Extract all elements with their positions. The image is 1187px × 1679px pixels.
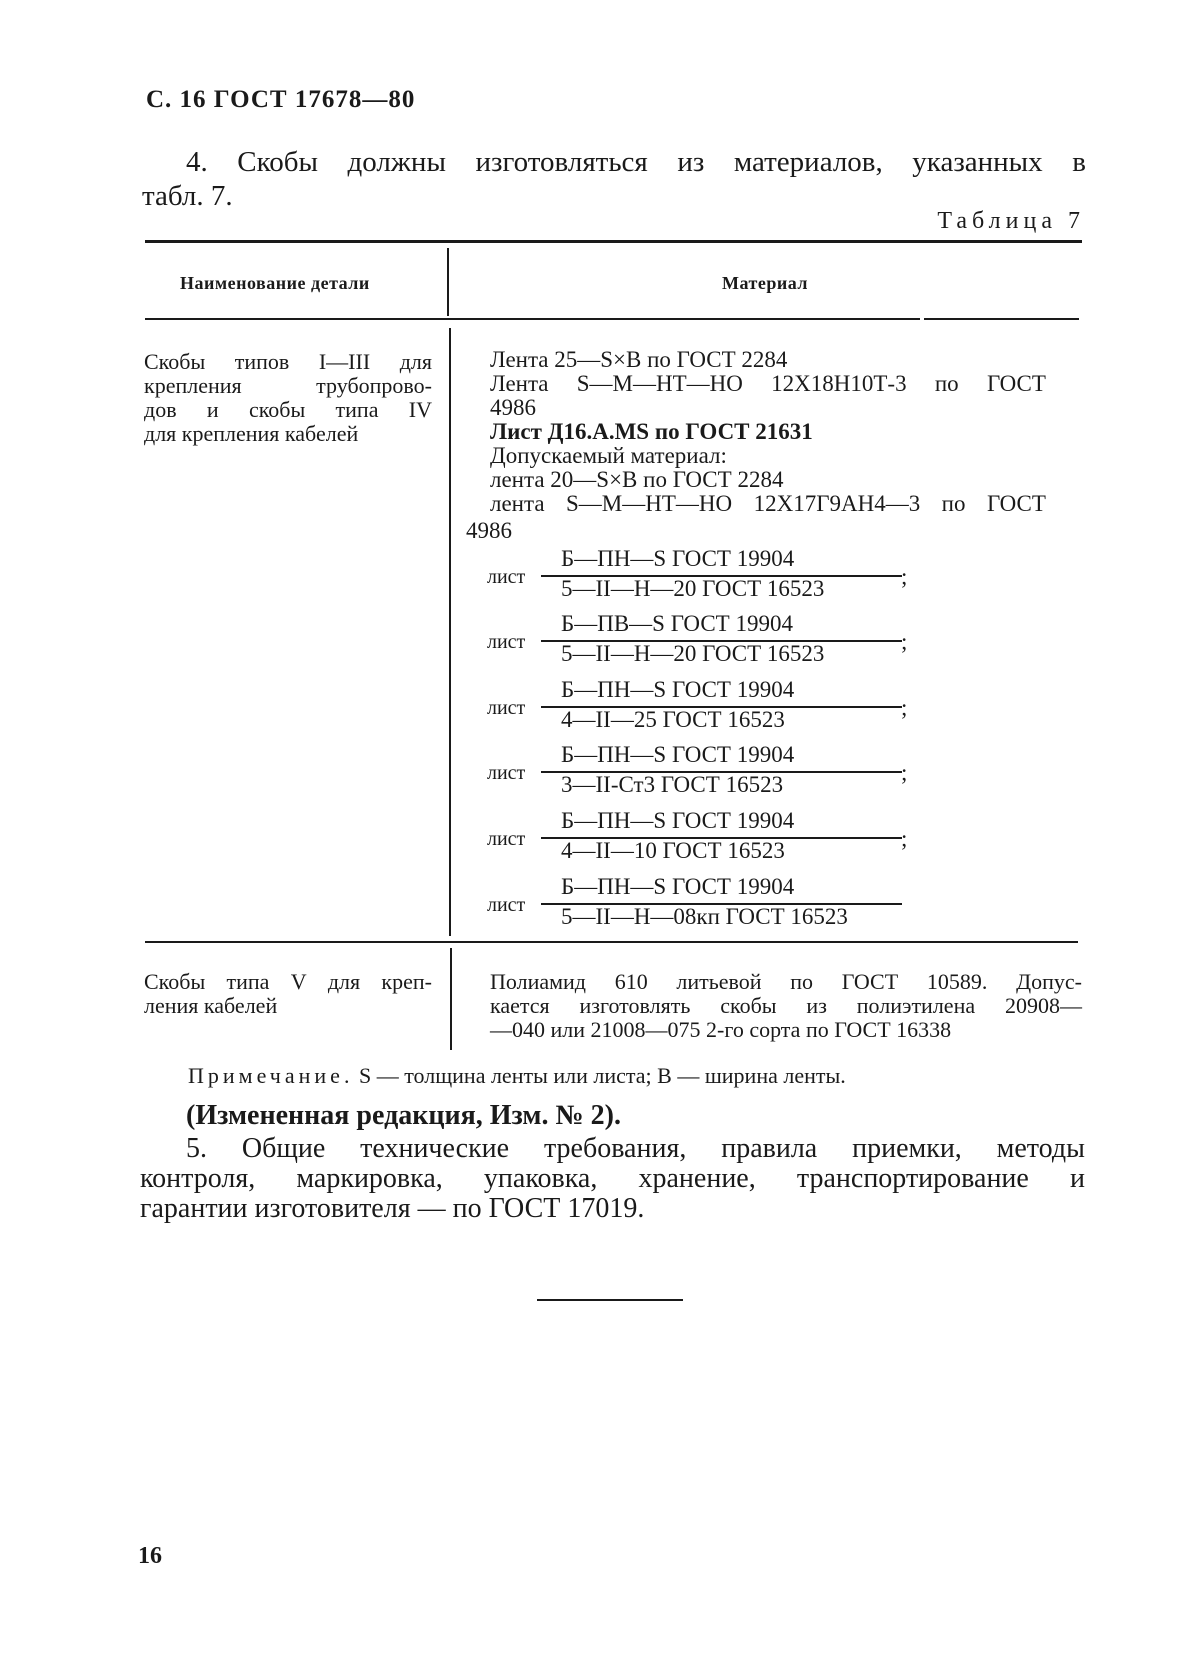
- sheet-spec: [487, 866, 1047, 930]
- sheet-label: лист: [487, 762, 526, 784]
- word: правила: [721, 1133, 818, 1164]
- sheet-denominator: 4—II—25 ГОСТ 16523: [561, 707, 785, 732]
- word: должны: [347, 146, 446, 178]
- word: по: [934, 371, 959, 396]
- material-line: Допускаемый материал:: [490, 443, 727, 468]
- word: транспортирование: [796, 1163, 1029, 1194]
- word: 12Х17Г9АН4—3: [753, 491, 921, 516]
- word: из: [677, 146, 705, 178]
- material-line: Лента 25—S×B по ГОСТ 2284: [490, 347, 788, 372]
- column-header-material: Материал: [722, 273, 808, 293]
- sheet-spec: [487, 669, 1047, 733]
- sheet-denominator: 5—II—Н—08кп ГОСТ 16523: [561, 904, 848, 929]
- material-line: [490, 372, 1046, 396]
- sheet-spec: [487, 800, 1047, 864]
- note-label: Примечание.: [188, 1063, 354, 1088]
- sheet-label: лист: [487, 894, 526, 916]
- word: лента: [490, 491, 545, 516]
- word: Скобы: [144, 349, 206, 374]
- page-header: С. 16 ГОСТ 17678—80: [146, 86, 416, 113]
- table-row-separator: [145, 941, 1078, 943]
- text-line: [144, 350, 432, 374]
- word: 4.: [186, 146, 208, 178]
- row1-material: [490, 348, 1046, 516]
- sheet-spec: [487, 538, 1047, 602]
- material-line: 4986: [490, 395, 536, 420]
- word: технические: [360, 1133, 510, 1164]
- word: Скобы: [237, 146, 318, 178]
- sheet-numerator: Б—ПВ—S ГОСТ 19904: [561, 611, 793, 636]
- word: требования,: [543, 1133, 687, 1164]
- sheet-label: лист: [487, 566, 526, 588]
- word: маркировка,: [296, 1163, 443, 1194]
- column-header-part: Наименование детали: [180, 273, 370, 293]
- sheet-label: лист: [487, 697, 526, 719]
- word: V: [290, 969, 307, 994]
- word: приемки,: [852, 1133, 962, 1164]
- word: дов: [144, 397, 177, 422]
- sheet-spec: [487, 734, 1047, 798]
- table-note: [188, 1063, 846, 1089]
- sheet-numerator: Б—ПН—S ГОСТ 19904: [561, 742, 795, 767]
- table-row1-divider: [449, 328, 451, 936]
- word: Полиамид: [490, 969, 587, 994]
- word: ГОСТ: [841, 969, 899, 994]
- note-text: S — толщина ленты или листа; B — ширина ленты.: [358, 1063, 846, 1088]
- table-header-rule-right: [924, 318, 1079, 320]
- text-line: для крепления кабелей: [144, 421, 359, 446]
- word: изготовлять: [579, 993, 691, 1018]
- material-line: [490, 492, 1046, 516]
- word: Лента: [490, 371, 549, 396]
- revision-note: (Измененная редакция, Изм. № 2).: [186, 1100, 621, 1131]
- row2-material: [490, 970, 1082, 1042]
- sheet-spec: [487, 603, 1047, 667]
- text-line: гарантии изготовителя — по ГОСТ 17019.: [140, 1193, 645, 1224]
- material-line: [490, 994, 1082, 1018]
- word: типа: [226, 969, 270, 994]
- row2-part-name: [144, 970, 432, 1018]
- word: I—III: [318, 349, 371, 374]
- word: по: [941, 491, 966, 516]
- word: скобы: [248, 397, 306, 422]
- word: ГОСТ: [986, 491, 1046, 516]
- word: 10589.: [926, 969, 988, 994]
- word: скобы: [720, 993, 777, 1018]
- text-line: [140, 1134, 1085, 1164]
- paragraph-5: [140, 1134, 1085, 1224]
- word: трубопрово-: [316, 373, 432, 398]
- word: материалов,: [733, 146, 883, 178]
- word: кается: [490, 993, 550, 1018]
- word: S—М—НТ—НО: [576, 371, 743, 396]
- sheet-denominator: 5—II—Н—20 ГОСТ 16523: [561, 576, 825, 601]
- sheet-denominator: 5—II—Н—20 ГОСТ 16523: [561, 641, 825, 666]
- text-line: [144, 398, 432, 422]
- sheet-label: лист: [487, 828, 526, 850]
- word: S—М—НТ—НО: [566, 491, 733, 516]
- sheet-denominator: 4—II—10 ГОСТ 16523: [561, 838, 785, 863]
- text-line: ления кабелей: [144, 993, 278, 1018]
- word: и: [206, 397, 219, 422]
- table-header-rule-left: [145, 318, 920, 320]
- sheet-terminator: ;: [901, 826, 908, 851]
- material-line: [490, 970, 1082, 994]
- word: хранение,: [638, 1163, 756, 1194]
- sheet-terminator: ;: [901, 760, 908, 785]
- material-line: —040 или 21008—075 2-го сорта по ГОСТ 16338: [490, 1017, 952, 1042]
- sheet-label: лист: [487, 631, 526, 653]
- word: указанных: [912, 146, 1043, 178]
- sheet-numerator: Б—ПН—S ГОСТ 19904: [561, 874, 795, 899]
- word: 12Х18Н10Т-3: [771, 371, 907, 396]
- word: 5.: [186, 1133, 207, 1164]
- word: Общие: [241, 1133, 326, 1164]
- word: по: [790, 969, 814, 994]
- material-line: лента 20—S×B по ГОСТ 2284: [490, 467, 784, 492]
- text-line: [144, 970, 432, 994]
- section-end-rule: [537, 1299, 683, 1301]
- table-header-divider: [447, 248, 449, 316]
- text-line: [144, 374, 432, 398]
- word: литьевой: [676, 969, 762, 994]
- word: типа: [335, 397, 379, 422]
- word: Скобы: [144, 969, 206, 994]
- word: методы: [996, 1133, 1085, 1164]
- sheet-numerator: Б—ПН—S ГОСТ 19904: [561, 546, 795, 571]
- paragraph-4-line-1: [186, 146, 1086, 179]
- word: для: [327, 969, 361, 994]
- word: контроля,: [140, 1163, 256, 1194]
- material-line: 4986: [466, 518, 512, 543]
- word: типов: [234, 349, 290, 374]
- word: из: [806, 993, 827, 1018]
- table-caption: Таблица 7: [937, 208, 1085, 234]
- word: полиэтилена: [856, 993, 976, 1018]
- word: изготовляться: [475, 146, 648, 178]
- row1-part-name: [144, 350, 432, 446]
- table-row2-divider: [450, 948, 452, 1050]
- word: IV: [408, 397, 432, 422]
- material-line: Лист Д16.А.MS по ГОСТ 21631: [490, 419, 813, 444]
- page-number: 16: [138, 1543, 162, 1569]
- word: Допус-: [1016, 969, 1082, 994]
- text-line: [140, 1164, 1085, 1194]
- word: в: [1072, 146, 1086, 178]
- word: крепления: [144, 373, 242, 398]
- paragraph-4-line-2: табл. 7.: [142, 180, 233, 212]
- table-top-rule: [145, 240, 1082, 243]
- sheet-terminator: ;: [901, 629, 908, 654]
- word: креп-: [381, 969, 432, 994]
- sheet-numerator: Б—ПН—S ГОСТ 19904: [561, 677, 795, 702]
- word: 20908—: [1005, 993, 1082, 1018]
- sheet-denominator: 3—II-Ст3 ГОСТ 16523: [561, 772, 784, 797]
- word: 610: [614, 969, 648, 994]
- word: упаковка,: [483, 1163, 598, 1194]
- sheet-terminator: ;: [901, 564, 908, 589]
- word: ГОСТ: [986, 371, 1046, 396]
- word: для: [399, 349, 432, 374]
- word: и: [1070, 1163, 1085, 1194]
- sheet-numerator: Б—ПН—S ГОСТ 19904: [561, 808, 795, 833]
- sheet-terminator: ;: [901, 695, 908, 720]
